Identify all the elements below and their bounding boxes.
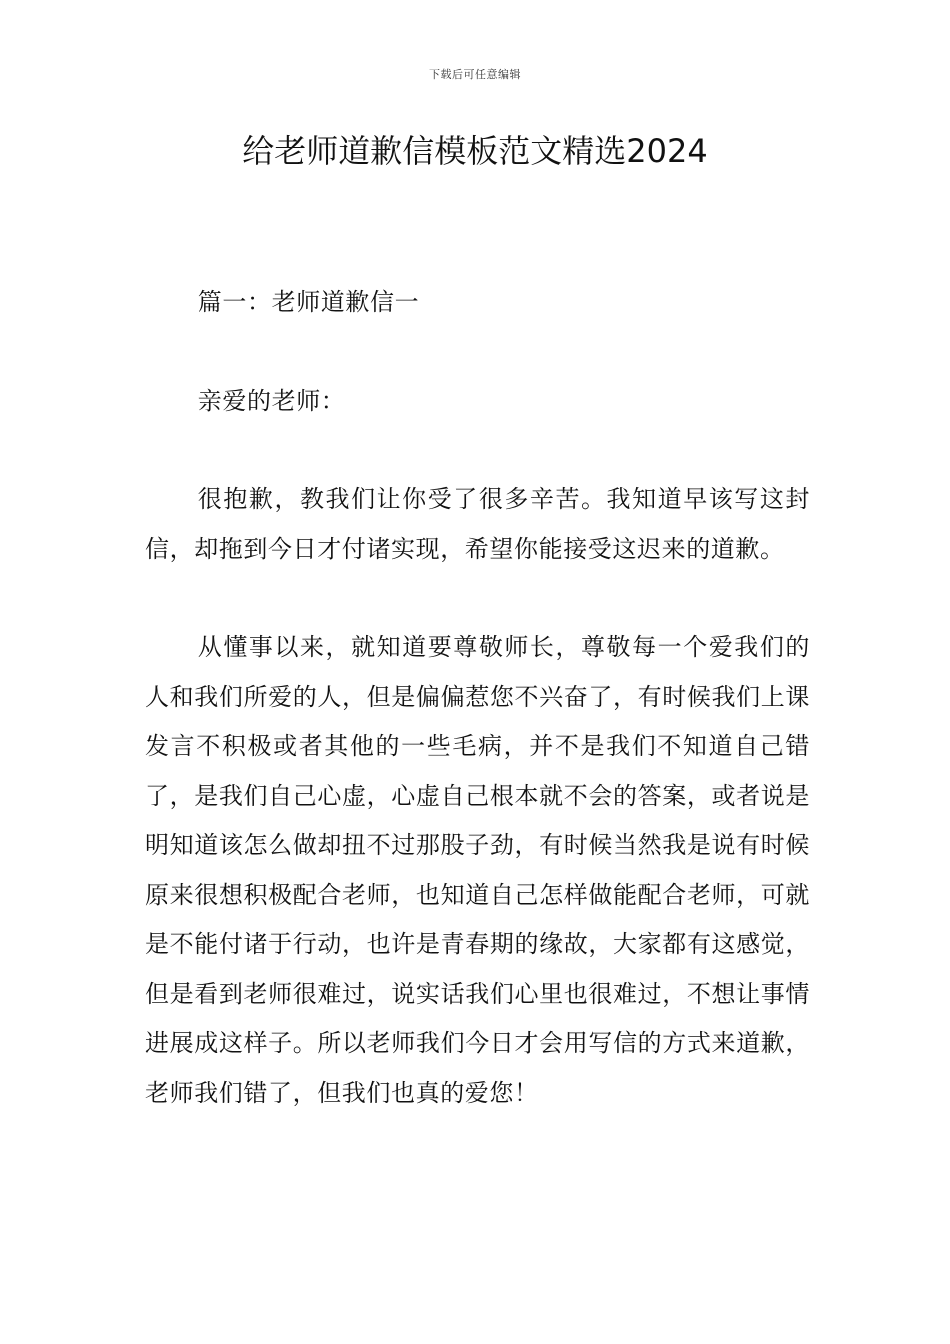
body-paragraph: 从懂事以来，就知道要尊敬师长，尊敬每一个爱我们的人和我们所爱的人，但是偏偏惹您不兴奋了，有时候我们上课发言不积极或者其他的一些毛病，并不是我们不知道自己错了，是我们自己心虚，心虚自己根本就不会的答案，或者说是明知道该怎么做却扭不过那股子劲，有时候当然我是说有时候原来很想积极配合老师，也知道自己怎样做能配合老师，可就是不能付诸于行动，也许是青春期的缘故，大家都有这感觉，但是看到老师很难过，说实话我们心里也很难过，不想让事情进展成这样子。所以老师我们今日才会用写信的方式来道歉，老师我们错了，但我们也真的爱您！ bbox=[145, 633, 810, 1107]
salutation: 亲爱的老师： bbox=[197, 386, 346, 415]
document-title: 给老师道歉信模板范文精选2024 bbox=[242, 132, 708, 170]
document-body bbox=[145, 278, 810, 1118]
section-heading: 篇一：老师道歉信一 bbox=[197, 288, 420, 316]
body-paragraph: 很抱歉，教我们让你受了很多辛苦。我知道早该写这封信，却拖到今日才付诸实现，希望你能接受这迟来的道歉。 bbox=[145, 485, 810, 563]
header-note: 下载后可任意编辑 bbox=[429, 68, 521, 81]
